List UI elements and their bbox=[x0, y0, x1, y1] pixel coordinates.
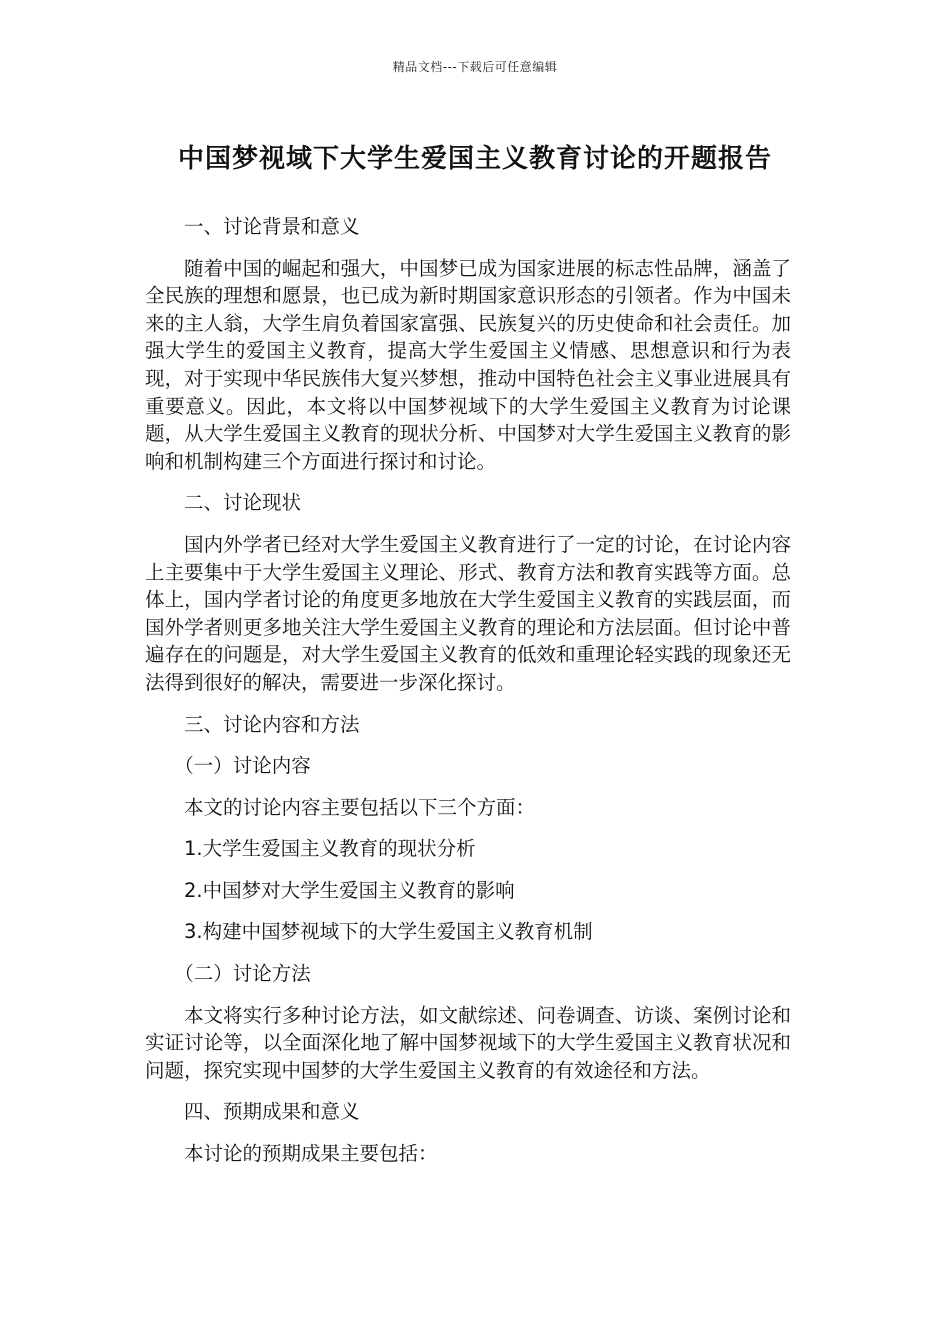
list-item: 1.大学生爱国主义教育的现状分析 bbox=[184, 837, 476, 861]
list-item: 3.构建中国梦视域下的大学生爱国主义教育机制 bbox=[184, 920, 593, 944]
document-title: 中国梦视域下大学生爱国主义教育讨论的开题报告 bbox=[177, 144, 772, 174]
paragraph-outcomes-intro: 本讨论的预期成果主要包括： bbox=[184, 1142, 438, 1166]
header-note: 精品文档---下载后可任意编辑 bbox=[392, 60, 558, 74]
subheading-method: （二）讨论方法 bbox=[174, 962, 311, 986]
list-item: 2.中国梦对大学生爱国主义教育的影响 bbox=[184, 878, 515, 902]
paragraph-background: 随着中国的崛起和强大，中国梦已成为国家进展的标志性品牌，涵盖了全民族的理想和愿景，也已成为新时期国家意识形态的引领者。作为中国未来的主人翁，大学生肩负着国家富强、民族复兴的历史使命和社会责任。加强大学生的爱国主义教育，提高大学生爱国主义情感、思想意识和行为表现，对于实现中华民族伟大复兴梦想，推动中国特色社会主义事业进展具有重要意义。因此，本文将以中国梦视域下的大学生爱国主义教育为讨论课题，从大学生爱国主义教育的现状分析、中国梦对大学生爱国主义教育的影响和机制构建三个方面进行探讨和讨论。 bbox=[145, 256, 791, 473]
section-heading-outcomes: 四、预期成果和意义 bbox=[184, 1100, 360, 1124]
subheading-content: （一）讨论内容 bbox=[174, 754, 311, 778]
paragraph-status: 国内外学者已经对大学生爱国主义教育进行了一定的讨论，在讨论内容上主要集中于大学生爱国主义理论、形式、教育方法和教育实践等方面。总体上，国内学者讨论的角度更多地放在大学生爱国主义教育的实践层面，而国外学者则更多地关注大学生爱国主义教育的理论和方法层面。但讨论中普遍存在的问题是，对大学生爱国主义教育的低效和重理论轻实践的现象还无法得到很好的解决，需要进一步深化探讨。 bbox=[145, 532, 791, 694]
document-body bbox=[145, 213, 791, 1168]
paragraph-method: 本文将实行多种讨论方法，如文献综述、问卷调查、访谈、案例讨论和实证讨论等，以全面深化地了解中国梦视域下的大学生爱国主义教育状况和问题，探究实现中国梦的大学生爱国主义教育的有效途径和方法。 bbox=[145, 1003, 791, 1082]
paragraph-content-intro: 本文的讨论内容主要包括以下三个方面： bbox=[184, 795, 536, 819]
section-heading-background: 一、讨论背景和意义 bbox=[184, 215, 360, 238]
section-heading-status: 二、讨论现状 bbox=[184, 491, 302, 515]
section-heading-content-method: 三、讨论内容和方法 bbox=[184, 712, 360, 736]
